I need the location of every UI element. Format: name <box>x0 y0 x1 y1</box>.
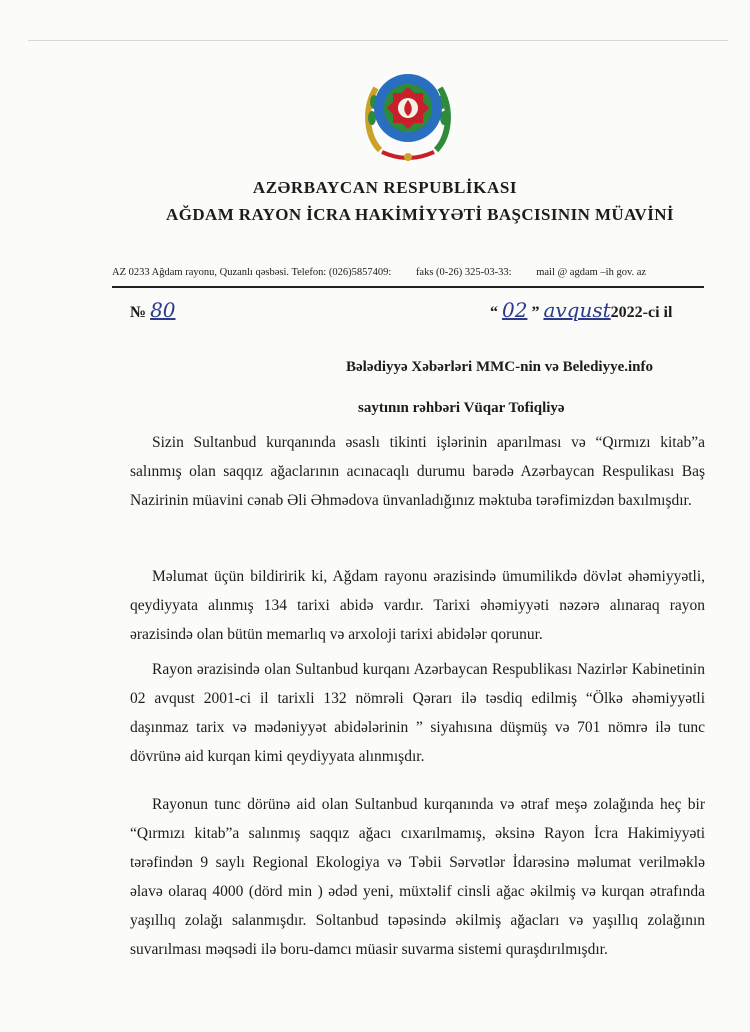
handwritten-number: 80 <box>150 298 176 322</box>
address-text: AZ 0233 Ağdam rayonu, Quzanlı qəsbəsi. Telefon: (026)5857409: <box>112 267 392 278</box>
reference-date <box>490 298 672 322</box>
reference-number <box>130 298 176 322</box>
recipient-line-2: saytının rəhbəri Vüqar Tofiqliyə <box>358 400 565 416</box>
number-prefix: № <box>130 304 147 321</box>
fax-text: faks (0-26) 325-03-33: <box>415 267 512 278</box>
letterhead-republic: AZƏRBAYCAN RESPUBLİKASI <box>252 178 518 197</box>
top-divider <box>28 40 728 41</box>
date-quote-close: ” <box>531 304 540 321</box>
letterhead-divider <box>112 286 704 288</box>
date-year: 2022-ci il <box>610 304 673 321</box>
body-paragraph-3-text: Rayon ərazisində olan Sultanbud kurqanı Azərbaycan Respublikası Nazirlər Kabinetinin 02 avqust 2001-ci il tarixli 132 nömrəli Qərarı ilə təsdiq edilmiş “Ölkə əhəmiyyətli daşınmaz tarix və mədəniyyət abidələrinin ” siyahısına düşmüş və 701 nömrə ilə tunc dövrünə aid kurqan kimi qeydiyyata alınmışdır. <box>130 661 705 765</box>
recipient-line-1: Bələdiyyə Xəbərləri MMC-nin və Belediyye.info <box>346 359 654 375</box>
body-paragraph-4 <box>130 790 705 964</box>
date-quote-open: “ <box>490 304 498 321</box>
body-paragraph-2-text: Məlumat üçün bildiririk ki, Ağdam rayonu ərazisində ümumilikdə dövlət əhəmiyyətli, qeydiyyata alınmış 134 tarixi abidə vardır. Tarixi əhəmiyyəti nəzərə alınaraq rayon ərazisində olan bütün memarlıq və arxoloji tarixi abidələr qorunur. <box>130 568 705 643</box>
azerbaijan-state-emblem-icon <box>360 58 456 168</box>
body-paragraph-1 <box>130 428 705 515</box>
handwritten-day: 02 <box>502 298 528 322</box>
letterhead-office: AĞDAM RAYON İCRA HAKİMİYYƏTİ BAŞCISININ MÜAVİNİ <box>166 205 674 224</box>
body-paragraph-3 <box>130 655 705 771</box>
body-paragraph-2 <box>130 562 705 649</box>
mail-text: mail @ agdam –ih gov. az <box>536 267 647 278</box>
handwritten-month: avqust <box>543 298 611 322</box>
body-paragraph-1-text: Sizin Sultanbud kurqanında əsaslı tikinti işlərinin aparılması və “Qırmızı kitab”a salınmış olan saqqız ağaclarının acınacaqlı durumu barədə Azərbaycan Respulikası Baş Nazirinin müavini cənab Əli Əhmədova ünvanladığınız məktuba tərəfimizdən baxılmışdır. <box>130 434 705 509</box>
letterhead-contact <box>112 267 702 278</box>
body-paragraph-4-text: Rayonun tunc dörünə aid olan Sultanbud kurqanında və ətraf meşə zolağında heç bir “Qırmızı kitab”a salınmış saqqız ağacı cıxarılmamış, əksinə Rayon İcra Hakimiyyəti tərəfindən 9 saylı Regional Ekologiya və Təbii Sərvətlər İdarəsinə məlumat verilməklə əlavə olaraq 4000 (dörd min ) ədəd yeni, müxtəlif cinsli ağac əkilmiş və kurqan ətrafında yaşıllıq zolağı salanmışdır. Soltanbud təpəsində əkilmiş ağacları və yaşıllıq zolağının suvarılması məqsədi ilə boru-damcı müasir suvarma sistemi quraşdırılmışdır. <box>130 796 705 958</box>
